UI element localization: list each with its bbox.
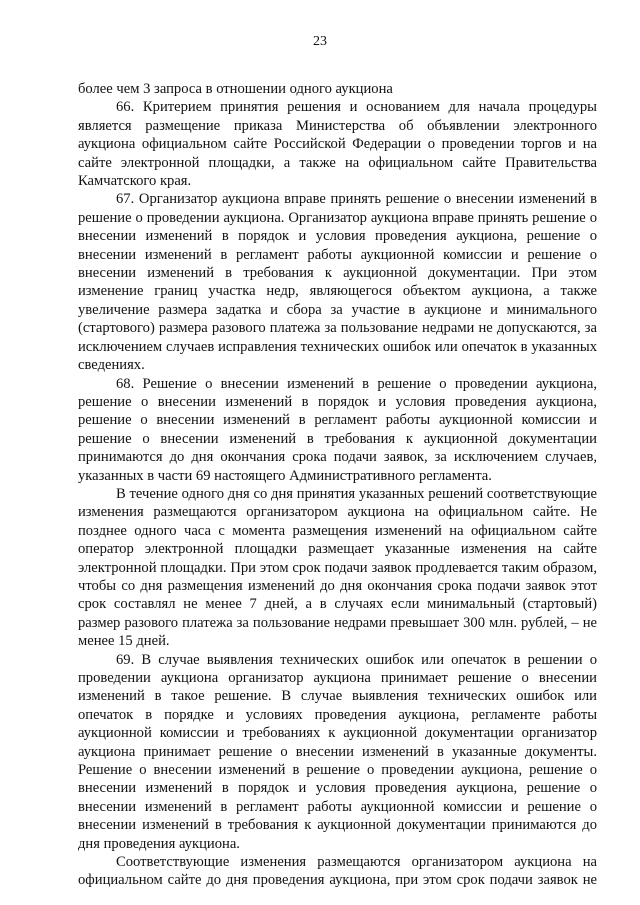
paragraph-69-publication: Соответствующие изменения размещаются организатором аукциона на официальном сайте до дня проведения аукциона, при этом срок подачи заявок не (78, 854, 597, 889)
paragraph-68: 68. Решение о внесении изменений в решение о проведении аукциона, решение о внесении изменений в порядок и условия проведения аукциона, решение о внесении изменений в регламент работы аукционной комиссии и решение о внесении изменений в требования к аукционной документации принимаются до дня окончания срока подачи заявок, за исключением случаев, указанных в части 69 настоящего Административного регламента. (78, 375, 597, 484)
paragraph-68-deadline: В течение одного дня со дня принятия указанных решений соответствующие изменения размещаются организатором аукциона на официальном сайте. Не позднее одного часа с момента размещения изменений на официальном сайте оператор электронной площадки размещает указанные изменения на сайте электронной площадки. При этом срок подачи заявок продлевается таким образом, чтобы со дня размещения изменений до дня окончания срока подачи заявок этот срок составлял не менее 7 дней, а в случаях если минимальный (стартовый) размер разового платежа за пользование недрами превышает 300 млн. рублей, – не менее 15 дней. (78, 485, 597, 650)
paragraph-67: 67. Организатор аукциона вправе принять решение о внесении изменений в решение о проведении аукциона. Организатор аукциона вправе принять решение о внесении изменений в порядок и условия проведения аукциона, решение о внесении изменений в регламент работы аукционной комиссии и решение о внесении изменений в требования к аукционной документации. При этом изменение границ участка недр, являющегося объектом аукциона, а также увеличение размера задатка и сбора за участие в аукционе и минимального (стартового) размера разового платежа за пользование недрами не допускаются, за исключением случаев исправления технических ошибок или опечаток в указанных сведениях. (78, 191, 597, 374)
page-number: 23 (313, 34, 327, 49)
document-body (78, 80, 597, 890)
paragraph-69: 69. В случае выявления технических ошибок или опечаток в решении о проведении аукциона организатор аукциона принимает решение о внесении изменений в такое решение. В случае выявления технических ошибок или опечаток в порядке и условиях проведения аукциона, регламенте работы аукционной комиссии и требованиях к аукционной документации организатор аукциона принимает решение о внесении изменений в указанные документы. Решение о внесении изменений в решение о проведении аукциона, решение о внесении изменений в порядок и условия проведения аукциона, решение о внесении изменений в регламент работы аукционной комиссии и решение о внесении изменений в требования к аукционной документации принимаются до дня проведения аукциона. (78, 651, 597, 852)
paragraph-66: 66. Критерием принятия решения и основанием для начала процедуры является размещение приказа Министерства об объявлении электронного аукциона официальном сайте Российской Федерации о проведении торгов и на сайте электронной площадки, а также на официальном сайте Правительства Камчатского края. (78, 99, 597, 190)
paragraph-continuation: более чем 3 запроса в отношении одного аукциона (78, 81, 393, 97)
